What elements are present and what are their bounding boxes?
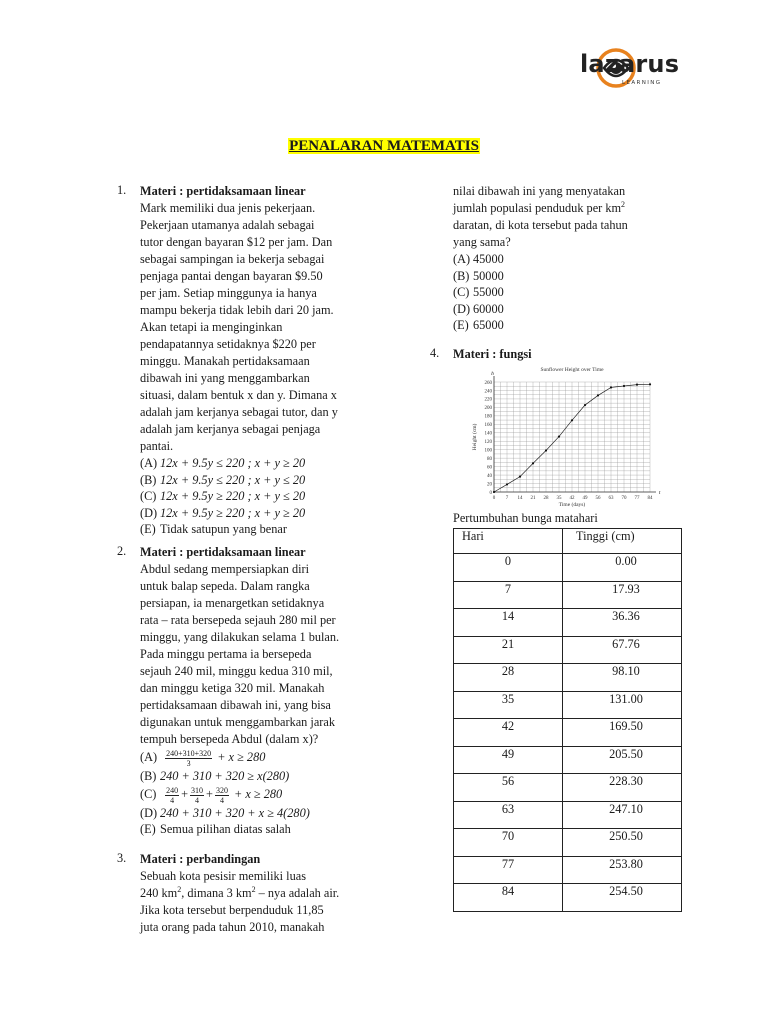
text-line: Abdul sedang mempersiapkan diri <box>140 562 310 576</box>
height-cell: 98.10 <box>563 664 682 692</box>
y-tick-label: 140 <box>484 431 492 437</box>
brand-name: lazarus <box>580 50 680 78</box>
option-c[interactable]: (C) $\frac{240}{4}$ + $\frac{310}{4}$ + $\frac{320}{4}$ + x ≥ 280 <box>140 785 283 805</box>
y-tick-label: 20 <box>487 482 492 488</box>
x-tick-label: 70 <box>621 496 627 501</box>
day-cell: 56 <box>454 774 563 802</box>
question-3-continued <box>453 183 675 334</box>
y-tick-label: 40 <box>487 473 492 479</box>
text-line: nilai dibawah ini yang menyatakan <box>453 184 626 198</box>
table-row <box>454 691 682 719</box>
option-e[interactable]: (E) Semua pilihan diatas salah <box>140 822 291 837</box>
text-line: rata – rata bersepeda sejauh 280 mil per <box>140 613 336 627</box>
page-title: PENALARAN MATEMATIS <box>289 138 479 154</box>
text-line: Pekerjaan utamanya adalah sebagai <box>140 218 315 232</box>
height-cell: 253.80 <box>563 856 682 884</box>
text-line: pendapatannya setidaknya $220 per <box>140 337 316 351</box>
x-tick-label: 63 <box>608 496 614 501</box>
text-line: minggu, yang dilakukan selama 1 bulan. <box>140 630 340 644</box>
x-tick-label: 84 <box>647 496 653 501</box>
day-cell: 42 <box>454 719 563 747</box>
option-e[interactable]: (E) 65000 <box>453 318 504 332</box>
text-line: pertidaksamaan dibawah ini, yang bisa <box>140 698 331 712</box>
brand-tagline: LEARNING <box>622 80 662 86</box>
x-axis-letter: t <box>659 491 661 496</box>
question-number: 1. <box>117 183 127 197</box>
option-e[interactable]: (E) Tidak satupun yang benar <box>140 522 287 536</box>
height-cell: 254.50 <box>563 884 682 912</box>
question-topic: Materi : fungsi <box>453 347 532 361</box>
option-list <box>140 455 362 538</box>
x-tick-label: 42 <box>569 496 575 501</box>
column-header: Hari <box>454 529 563 554</box>
data-point <box>519 476 521 478</box>
text-line: pantai. <box>140 439 174 453</box>
height-cell: 17.93 <box>563 581 682 609</box>
option-a[interactable]: (A) 12x + 9.5y ≤ 220 ; x + y ≥ 20 <box>140 456 306 470</box>
text-line: tempuh bersepeda Abdul (dalam x)? <box>140 732 319 746</box>
text-line: Jika kota tersebut berpenduduk 11,85 <box>140 903 324 917</box>
x-tick-label: 35 <box>556 496 562 501</box>
growth-table <box>453 528 682 912</box>
x-tick-label: 49 <box>582 496 588 501</box>
question-topic: Materi : pertidaksamaan linear <box>140 184 306 198</box>
y-tick-label: 120 <box>484 440 492 446</box>
day-cell: 49 <box>454 746 563 774</box>
text-line: Akan tetapi ia menginginkan <box>140 320 283 334</box>
question-number: 4. <box>430 346 440 360</box>
option-b[interactable]: (B) 240 + 310 + 320 ≥ x(280) <box>140 768 290 783</box>
data-point <box>545 449 547 451</box>
day-cell: 21 <box>454 636 563 664</box>
text-line: sejauh 240 mil, minggu kedua 310 mil, <box>140 664 333 678</box>
table-row <box>454 884 682 912</box>
question-text <box>140 561 362 748</box>
fraction: $\frac{320}{4}$ <box>215 785 228 805</box>
x-axis-label: Time (days) <box>558 502 586 508</box>
text-line: dibawah ini yang menggambarkan <box>140 371 310 385</box>
fraction: $\frac{310}{4}$ <box>191 785 204 805</box>
option-b[interactable]: (B) 12x + 9.5y ≤ 220 ; x + y ≤ 20 <box>140 472 306 487</box>
y-tick-label: 220 <box>484 397 492 403</box>
x-tick-label: 56 <box>595 496 601 501</box>
option-c[interactable]: (C) 12x + 9.5y ≥ 220 ; x + y ≤ 20 <box>140 489 306 503</box>
x-tick-label: 7 <box>505 496 509 501</box>
y-tick-label: 80 <box>487 456 492 462</box>
day-cell: 63 <box>454 801 563 829</box>
text-line: digunakan untuk menggambarkan jarak <box>140 715 335 729</box>
height-cell: 0.00 <box>563 554 682 582</box>
height-cell: 169.50 <box>563 719 682 747</box>
data-point <box>506 483 508 485</box>
data-point <box>493 491 495 493</box>
question-number: 2. <box>117 544 127 558</box>
table-row <box>454 746 682 774</box>
option-a[interactable]: (A) $\frac{240+310+320}{3}$ + x ≥ 280 <box>140 748 266 768</box>
y-tick-label: 60 <box>487 465 492 471</box>
text-line: penjaga pantai dengan bayaran $9.50 <box>140 269 323 283</box>
text-line: Sebuah kota pesisir memiliki luas <box>140 869 306 883</box>
data-point <box>584 404 586 406</box>
text-line: juta orang pada tahun 2010, manakah <box>140 920 325 934</box>
table-caption: Pertumbuhan bunga matahari <box>453 511 598 525</box>
table-row <box>454 664 682 692</box>
option-b[interactable]: (B) 50000 <box>453 268 504 283</box>
day-cell: 14 <box>454 609 563 637</box>
day-cell: 7 <box>454 581 563 609</box>
data-point <box>636 384 638 386</box>
data-point <box>532 462 534 464</box>
y-tick-label: 0 <box>489 490 492 496</box>
day-cell: 0 <box>454 554 563 582</box>
height-cell: 228.30 <box>563 774 682 802</box>
sunflower-chart <box>468 365 660 513</box>
table-row <box>454 636 682 664</box>
table-row <box>454 581 682 609</box>
text-line: Pada minggu pertama ia bersepeda <box>140 647 312 661</box>
option-d[interactable]: (D) 12x + 9.5y ≥ 220 ; x + y ≥ 20 <box>140 505 306 520</box>
y-tick-label: 160 <box>484 423 492 429</box>
table-row <box>454 774 682 802</box>
text-line: tutor dengan bayaran $12 per jam. Dan <box>140 235 333 249</box>
x-tick-label: 21 <box>530 496 536 501</box>
data-point <box>649 383 651 385</box>
fraction: $\frac{240+310+320}{3}$ <box>166 748 212 768</box>
x-tick-label: 28 <box>543 496 549 501</box>
table-header-row <box>454 529 682 554</box>
question-number: 3. <box>117 851 127 865</box>
height-cell: 205.50 <box>563 746 682 774</box>
question-topic: Materi : perbandingan <box>140 852 261 866</box>
y-tick-label: 260 <box>484 380 492 386</box>
day-cell: 35 <box>454 691 563 719</box>
y-axis-letter: h <box>491 372 494 377</box>
height-cell: 36.36 <box>563 609 682 637</box>
text-line: per jam. Setiap minggunya ia hanya <box>140 286 317 300</box>
data-point <box>610 386 612 388</box>
table-row <box>454 554 682 582</box>
data-point <box>623 385 625 387</box>
data-point <box>597 394 599 396</box>
day-cell: 28 <box>454 664 563 692</box>
day-cell: 77 <box>454 856 563 884</box>
height-cell: 247.10 <box>563 801 682 829</box>
x-tick-label: 14 <box>517 496 523 501</box>
text-line: untuk balap sepeda. Dalam rangka <box>140 579 310 593</box>
text-line: 240 $km^2$, dimana 3 $km^2$ – nya adalah air. <box>140 884 340 900</box>
page-title-wrap <box>0 138 768 155</box>
text-line: daratan, di kota tersebut pada tahun <box>453 218 628 232</box>
data-point <box>558 435 560 437</box>
option-list <box>453 251 675 334</box>
height-cell: 67.76 <box>563 636 682 664</box>
text-line: dan minggu ketiga 320 mil. Manakah <box>140 681 325 695</box>
fraction: $\frac{240}{4}$ <box>166 785 179 805</box>
day-cell: 84 <box>454 884 563 912</box>
x-tick-label: 0 <box>492 496 496 501</box>
text-line: situasi, dalam bentuk x dan y. Dimana x <box>140 388 337 402</box>
option-d[interactable]: (D) 240 + 310 + 320 + x ≥ 4(280) <box>140 805 310 820</box>
option-c[interactable]: (C) 55000 <box>453 285 504 299</box>
text-line: persiapan, ia menargetkan setidaknya <box>140 596 325 610</box>
column-header: Tinggi (cm) <box>563 529 682 554</box>
text-line: yang sama? <box>453 235 511 249</box>
table-row <box>454 829 682 857</box>
height-cell: 250.50 <box>563 829 682 857</box>
x-tick-label: 77 <box>634 496 640 501</box>
table-row <box>454 801 682 829</box>
table-row <box>454 609 682 637</box>
text-line: Mark memiliki dua jenis pekerjaan. <box>140 201 316 215</box>
text-line: minggu. Manakah pertidaksamaan <box>140 354 310 368</box>
day-cell: 70 <box>454 829 563 857</box>
text-line: adalah jam kerjanya sebagai tutor, dan y <box>140 405 338 419</box>
option-d[interactable]: (D) 60000 <box>453 301 504 316</box>
height-cell: 131.00 <box>563 691 682 719</box>
table-row <box>454 719 682 747</box>
y-tick-label: 200 <box>484 406 492 412</box>
chart-title: Sunflower Height over Time <box>540 367 604 373</box>
text-line: mampu bekerja tidak lebih dari 20 jam. <box>140 303 334 317</box>
text-line: jumlah populasi penduduk per $km^2$ <box>453 199 626 215</box>
y-axis-label: Height (cm) <box>472 423 478 451</box>
option-a[interactable]: (A) 45000 <box>453 252 504 266</box>
text-line: sebagai sampingan ia bekerja sebagai <box>140 252 325 266</box>
y-tick-label: 240 <box>484 389 492 395</box>
question-text <box>140 200 362 455</box>
table-row <box>454 856 682 884</box>
question-topic: Materi : pertidaksamaan linear <box>140 545 306 559</box>
y-tick-label: 180 <box>484 414 492 420</box>
text-line: adalah jam kerjanya sebagai penjaga <box>140 422 321 436</box>
data-point <box>571 419 573 421</box>
y-tick-label: 100 <box>484 448 492 454</box>
